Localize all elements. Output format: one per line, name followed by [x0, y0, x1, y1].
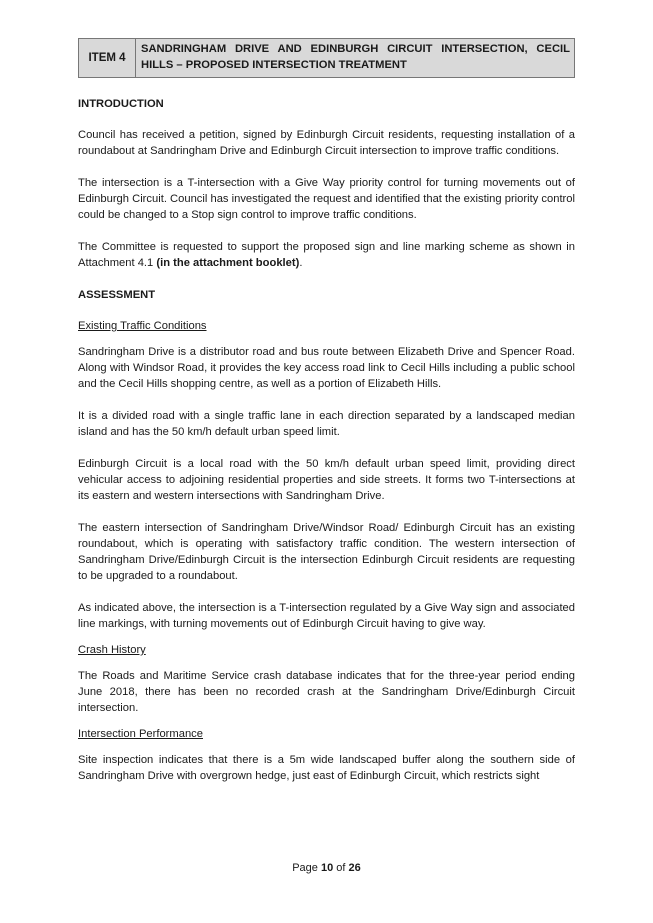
item-header-box [78, 38, 575, 78]
existing-paragraph-5: As indicated above, the intersection is a T-intersection regulated by a Give Way sign and associated line markings, with turning movements out of Edinburgh Circuit having to give way. [78, 602, 575, 630]
assessment-heading: ASSESSMENT [78, 289, 156, 301]
performance-paragraph: Site inspection indicates that there is a 5m wide landscaped buffer along the southern side of Sandringham Drive with overgrown hedge, just east of Edinburgh Circuit, which restricts sight [78, 754, 575, 782]
item-number: ITEM 4 [79, 39, 136, 77]
document-body [78, 96, 575, 800]
attachment-note: (in the attachment booklet) [156, 257, 300, 269]
introduction-paragraph-3 [78, 239, 575, 271]
existing-paragraph-1: Sandringham Drive is a distributor road and bus route between Elizabeth Drive and Spencer Road. Along with Windsor Road, it provides the key access road link to Cecil Hills including a public school and the Cecil Hills shopping centre, as well as a portion of Elizabeth Hills. [78, 346, 575, 390]
page-prefix: Page [292, 862, 321, 874]
page-of: of [333, 862, 349, 874]
page-number: 10 [320, 862, 334, 874]
crash-paragraph: The Roads and Maritime Service crash database indicates that for the three-year period ending June 2018, there has been no recorded crash at the Sandringham Drive/Edinburgh Circuit intersection. [78, 670, 575, 714]
page-total: 26 [348, 862, 361, 874]
item-title: SANDRINGHAM DRIVE AND EDINBURGH CIRCUIT INTERSECTION, CECIL HILLS – PROPOSED INTERSECTION TREATMENT [141, 43, 570, 71]
introduction-paragraph-1: Council has received a petition, signed by Edinburgh Circuit residents, requesting installation of a roundabout at Sandringham Drive and Edinburgh Circuit intersection to improve traffic conditions. [78, 129, 575, 157]
existing-paragraph-4: The eastern intersection of Sandringham Drive/Windsor Road/ Edinburgh Circuit has an existing roundabout, which is operating with satisfactory traffic condition. The western intersection of Sandringham Drive/Edinburgh Circuit is the intersection Edinburgh Circuit residents are requesting to be upgraded to a roundabout. [78, 522, 575, 582]
existing-paragraph-3: Edinburgh Circuit is a local road with the 50 km/h default urban speed limit, providing direct vehicular access to adjoining residential properties and side streets. It forms two T-intersections at its eastern and western intersections with Sandringham Drive. [78, 458, 575, 502]
intersection-performance-heading: Intersection Performance [78, 728, 203, 740]
introduction-heading: INTRODUCTION [78, 98, 164, 110]
existing-paragraph-2: It is a divided road with a single traffic lane in each direction separated by a landscaped median island and has the 50 km/h default urban speed limit. [78, 410, 575, 438]
p3-text: The Committee is requested to support the proposed sign and line marking scheme as shown in Attachment 4.1 [78, 241, 575, 269]
p3-end: . [299, 257, 303, 269]
page-footer [0, 862, 653, 874]
introduction-paragraph-2: The intersection is a T-intersection with a Give Way priority control for turning movements out of Edinburgh Circuit. Council has investigated the request and identified that the existing priority control could be changed to a Stop sign control to improve traffic conditions. [78, 177, 575, 221]
existing-traffic-conditions-heading: Existing Traffic Conditions [78, 320, 207, 332]
crash-history-heading: Crash History [78, 644, 146, 656]
